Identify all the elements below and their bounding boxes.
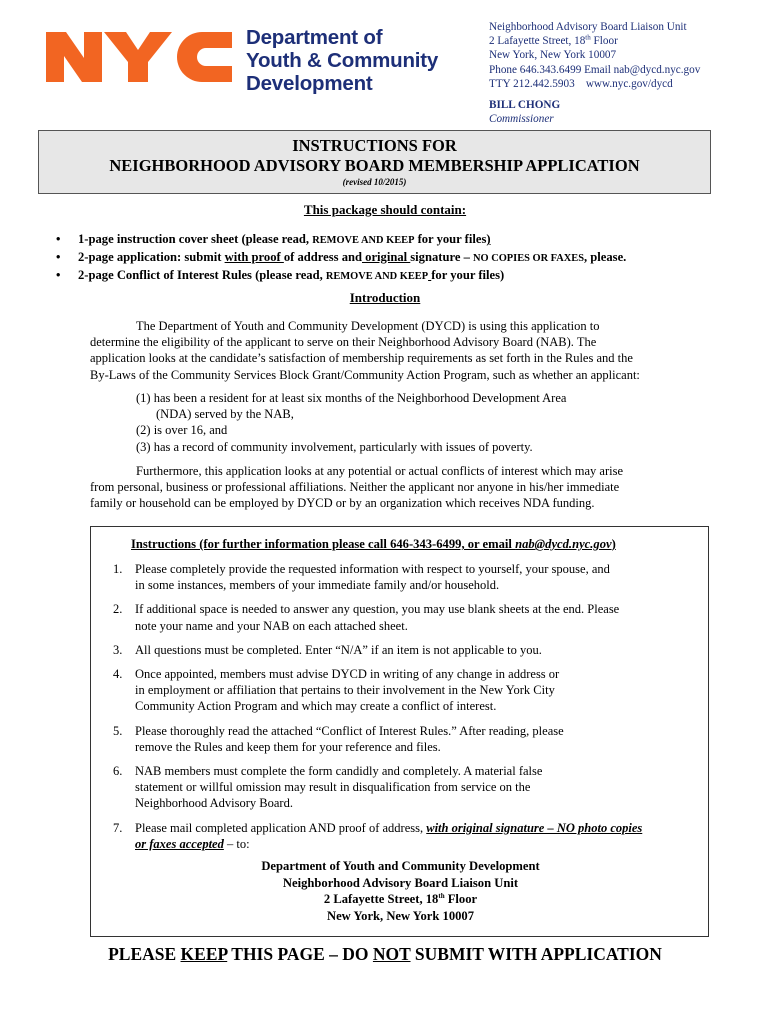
instructions-list [113, 561, 703, 860]
title-line-1: INSTRUCTIONS FOR [292, 136, 457, 155]
intro-heading: Introduction [349, 290, 421, 305]
criterion-2: (2) is over 16, and [136, 423, 228, 438]
nyc-logo [42, 26, 236, 88]
instruction-item: 4. Once appointed, members must advise DYCD in writing of any change in address or in employment or affiliation that pertains to their involvement in the New York City Community Action Program and which may create a conflict of interest. [113, 667, 560, 714]
criterion-1-cont: (NDA) served by the NAB, [156, 407, 294, 422]
criterion-1: (1) has been a resident for at least six months of the Neighborhood Development Area [136, 391, 567, 405]
city-line: New York, New York 10007 [489, 49, 617, 62]
intro-paragraph-1: The Department of Youth and Community Development (DYCD) is using this application to determine the eligibility of the applicant to serve on their Neighborhood Advisory Board (NAB). The application looks at the candidate’s satisfaction of membership requirements as set forth in the Rules and the By-Laws of the Community Services Block Grant/Community Action Program, such as whether an applicant: [90, 319, 640, 382]
package-list [56, 231, 626, 285]
dept-line-1: Department of [246, 26, 383, 49]
revised-date: (revised 10/2015) [342, 177, 407, 187]
address-block [489, 20, 700, 126]
unit-name: Neighborhood Advisory Board Liaison Unit [489, 21, 687, 33]
dept-line-2: Youth & Community [246, 49, 439, 72]
package-item-1: • 1-page instruction cover sheet (please read, REMOVE AND KEEP for your files) [56, 231, 626, 249]
department-name [246, 26, 438, 95]
commissioner-title: Commissioner [489, 113, 554, 126]
criteria-list [136, 390, 566, 455]
instruction-item: 2. If additional space is needed to answer any question, you may use blank sheets at the end. Please note your name and your NAB on each attached sheet. [113, 602, 620, 633]
instruction-item: 6. NAB members must complete the form candidly and completely. A material false statement or willful omission may result in disqualification from service on the Neighborhood Advisory Board. [113, 764, 543, 811]
keep-page-notice: PLEASE KEEP THIS PAGE – DO NOT SUBMIT WITH APPLICATION [108, 944, 662, 964]
instructions-heading: Instructions (for further information please call 646-343-6499, or email nab@dycd.nyc.gov) [131, 537, 616, 551]
mailing-address: Department of Youth and Community Development Neighborhood Advisory Board Liaison Unit 2 Lafayette Street, 18th Floor New York, New York 10007 [261, 859, 540, 923]
title-line-2: NEIGHBORHOOD ADVISORY BOARD MEMBERSHIP APPLICATION [109, 156, 640, 175]
criterion-3: (3) has a record of community involvement, particularly with issues of poverty. [136, 439, 533, 454]
package-item-2: • 2-page application: submit with proof of address and original signature – NO COPIES OR FAXES, please. [56, 249, 626, 267]
instructions-box [90, 526, 709, 937]
street-address: 2 Lafayette Street, 18th Floor [489, 33, 618, 48]
instruction-item: 5. Please thoroughly read the attached “Conflict of Interest Rules.” After reading, please remove the Rules and keep them for your reference and files. [113, 723, 564, 754]
instruction-item-7: 7. Please mail completed application AND proof of address, with original signature – NO photo copies or faxes accepted – to: [113, 820, 643, 851]
title-box [38, 130, 711, 194]
commissioner-name: BILL CHONG [489, 99, 561, 112]
package-item-3: • 2-page Conflict of Interest Rules (please read, REMOVE AND KEEP for your files) [56, 267, 626, 285]
instruction-item: 1. Please completely provide the requested information with respect to yourself, your spouse, and in some instances, members of your immediate family and/or household. [113, 562, 610, 593]
instruction-item: 3. All questions must be completed. Enter “N/A” if an item is not applicable to you. [113, 642, 542, 657]
contact-line: Phone 646.343.6499 Email nab@dycd.nyc.gov [489, 63, 701, 76]
intro-paragraph-2: Furthermore, this application looks at any potential or actual conflicts of interest which may arise from personal, business or professional affiliations. Neither the applicant nor anyone in his/her immediate family or household can be employed by DYCD or by an organization which receives NDA funding. [90, 464, 624, 511]
tty-line: TTY 212.442.5903 www.nyc.gov/dycd [489, 77, 673, 90]
package-heading: This package should contain: [303, 202, 467, 217]
dept-line-3: Development [246, 72, 373, 95]
